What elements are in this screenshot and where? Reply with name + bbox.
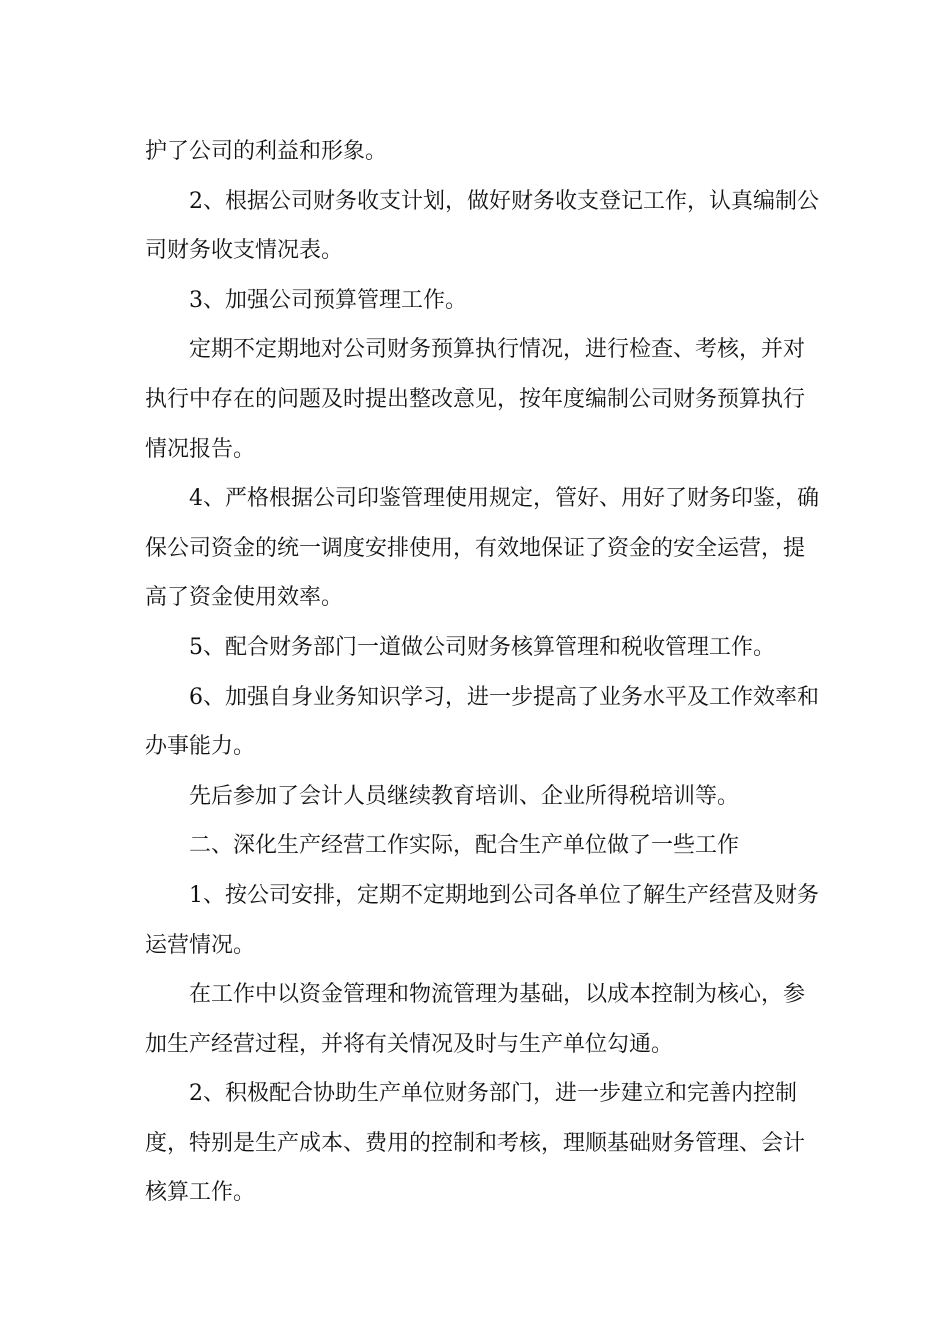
- paragraph: 1、按公司安排，定期不定期地到公司各单位了解生产经营及财务运营情况。: [145, 882, 819, 958]
- paragraph: 4、严格根据公司印鉴管理使用规定，管好、用好了财务印鉴，确保公司资金的统一调度安排使用，有效地保证了资金的安全运营，提高了资金使用效率。: [145, 486, 819, 611]
- paragraph: 3、加强公司预算管理工作。: [189, 287, 467, 313]
- document-body: [145, 127, 820, 1218]
- paragraph: 先后参加了会计人员继续教育培训、企业所得税培训等。: [189, 783, 740, 809]
- section-heading: 二、深化生产经营工作实际，配合生产单位做了一些工作: [189, 833, 740, 859]
- paragraph: 5、配合财务部门一道做公司财务核算管理和税收管理工作。: [189, 634, 775, 660]
- paragraph: 2、根据公司财务收支计划，做好财务收支登记工作，认真编制公司财务收支情况表。: [145, 188, 819, 264]
- paragraph: 6、加强自身业务知识学习，进一步提高了业务水平及工作效率和办事能力。: [145, 684, 819, 760]
- paragraph: 定期不定期地对公司财务预算执行情况，进行检查、考核，并对执行中存在的问题及时提出整改意见，按年度编制公司财务预算执行情况报告。: [145, 337, 806, 462]
- paragraph: 护了公司的利益和形象。: [145, 139, 388, 164]
- paragraph: 在工作中以资金管理和物流管理为基础，以成本控制为核心，参加生产经营过程，并将有关情况及时与生产单位勾通。: [145, 982, 806, 1057]
- paragraph: 2、积极配合协助生产单位财务部门，进一步建立和完善内控制度，特别是生产成本、费用的控制和考核，理顺基础财务管理、会计核算工作。: [145, 1081, 806, 1206]
